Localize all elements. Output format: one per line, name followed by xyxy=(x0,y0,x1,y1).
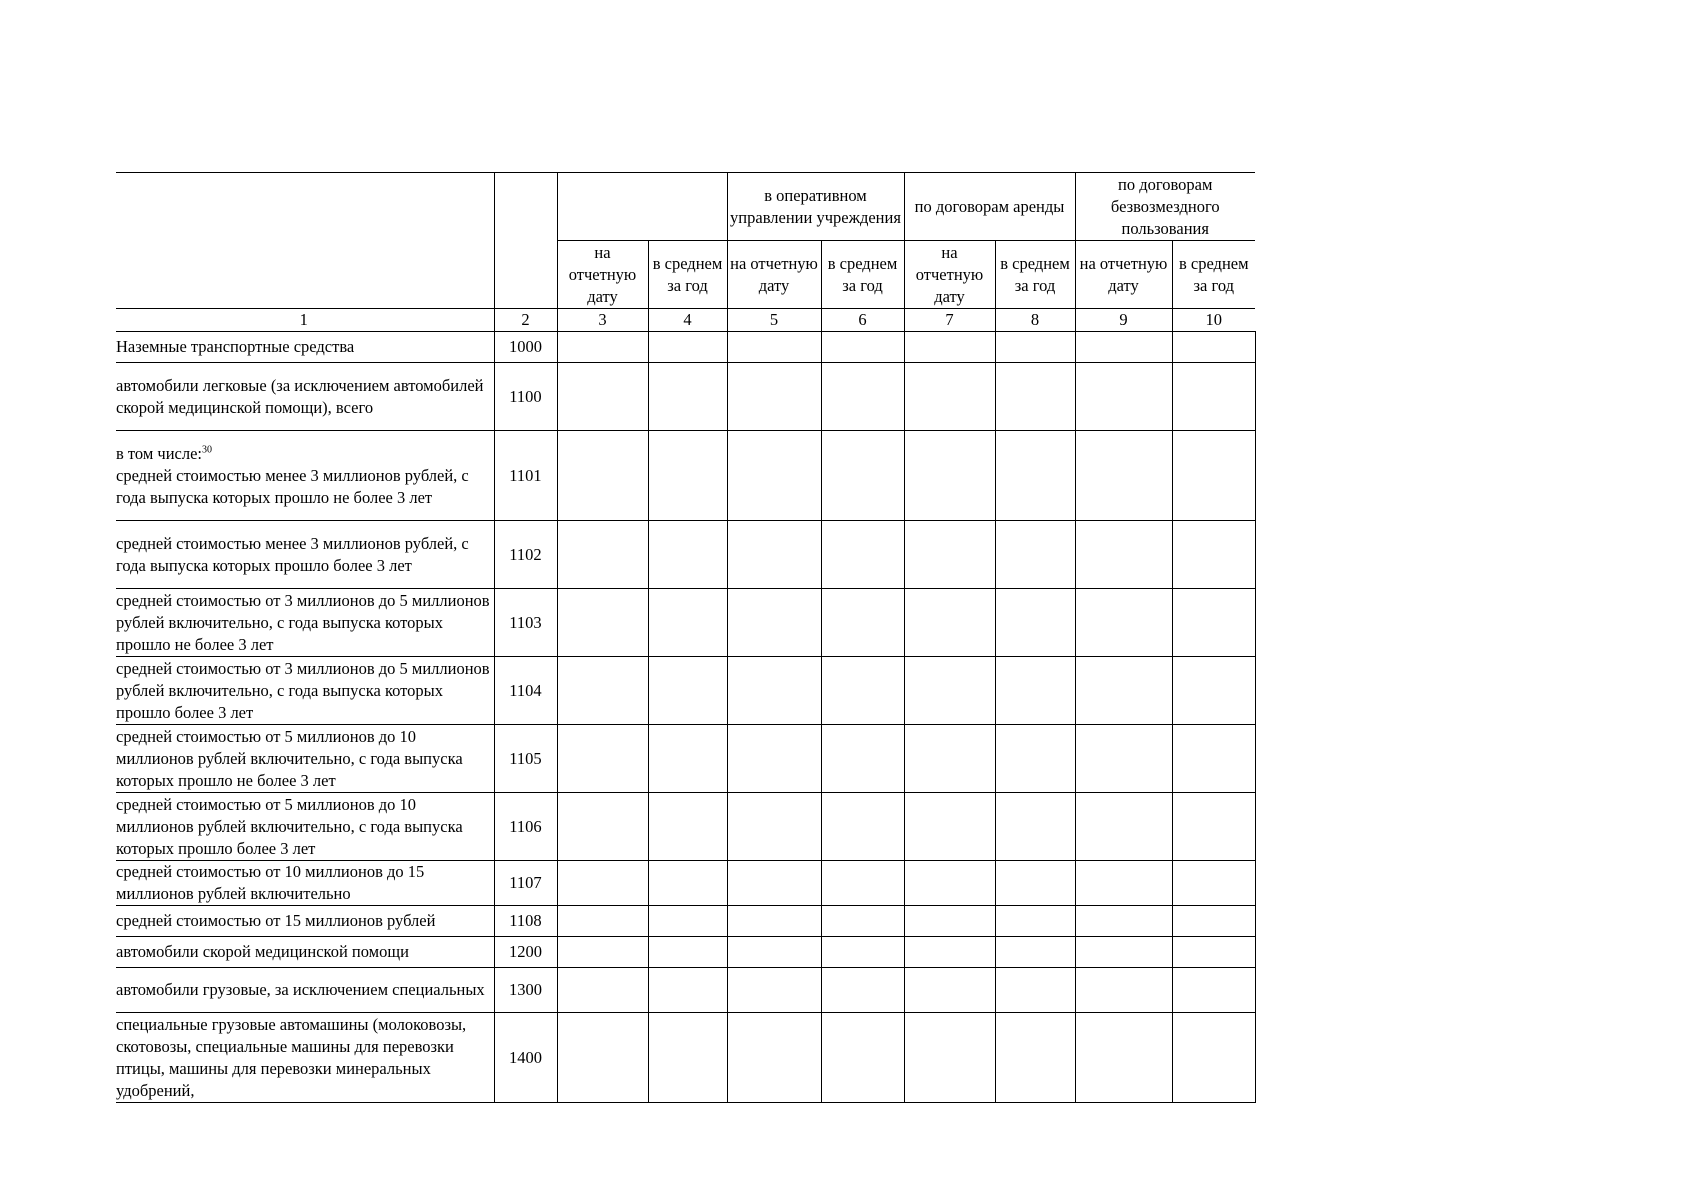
value-cell-col-10[interactable] xyxy=(1172,937,1255,968)
value-cell-col-9[interactable] xyxy=(1075,589,1172,657)
value-cell-col-6[interactable] xyxy=(821,431,904,521)
row-code-cell: 1300 xyxy=(494,968,557,1013)
row-name-text: средней стоимостью менее 3 миллионов рублей, с года выпуска которых прошло не более 3 лет xyxy=(116,465,469,507)
row-name-text: средней стоимостью менее 3 миллионов рублей, с года выпуска которых прошло более 3 лет xyxy=(116,533,469,575)
value-cell-col-6[interactable] xyxy=(821,968,904,1013)
value-cell-col-10[interactable] xyxy=(1172,968,1255,1013)
footnote-ref: 30 xyxy=(202,444,213,455)
row-code-cell: 1106 xyxy=(494,793,557,861)
value-cell-col-6[interactable] xyxy=(821,521,904,589)
value-cell-col-9[interactable] xyxy=(1075,906,1172,937)
value-cell-col-5[interactable] xyxy=(727,431,821,521)
subcol-4: в среднем за год xyxy=(648,241,727,309)
row-name-text: Наземные транспортные средства xyxy=(116,337,355,356)
row-code-cell: 1103 xyxy=(494,589,557,657)
value-cell-col-4[interactable] xyxy=(648,589,727,657)
table-row xyxy=(116,657,1255,725)
row-name-cell xyxy=(116,521,494,589)
value-cell-col-9[interactable] xyxy=(1075,861,1172,906)
row-prefix xyxy=(116,443,492,465)
row-name-cell xyxy=(116,793,494,861)
value-cell-col-10[interactable] xyxy=(1172,363,1255,431)
row-code-cell: 1108 xyxy=(494,906,557,937)
row-name-text: средней стоимостью от 5 миллионов до 10 миллионов рублей включительно, с года выпуска которых прошло не более 3 лет xyxy=(116,726,463,790)
value-cell-col-3[interactable] xyxy=(557,332,648,363)
row-name-text: средней стоимостью от 15 миллионов рублей xyxy=(116,911,436,930)
value-cell-col-7[interactable] xyxy=(904,657,995,725)
colnum-8: 8 xyxy=(995,309,1075,332)
subcol-7: на отчетную дату xyxy=(904,241,995,309)
colnum-1: 1 xyxy=(116,309,494,332)
value-cell-col-5[interactable] xyxy=(727,968,821,1013)
table-row xyxy=(116,937,1255,968)
row-name-cell xyxy=(116,861,494,906)
row-name-cell xyxy=(116,906,494,937)
value-cell-col-9[interactable] xyxy=(1075,332,1172,363)
row-code-cell: 1105 xyxy=(494,725,557,793)
value-cell-col-4[interactable] xyxy=(648,793,727,861)
value-cell-col-5[interactable] xyxy=(727,861,821,906)
value-cell-col-6[interactable] xyxy=(821,363,904,431)
subcol-9: на отчетную дату xyxy=(1075,241,1172,309)
row-code-cell: 1000 xyxy=(494,332,557,363)
value-cell-col-6[interactable] xyxy=(821,725,904,793)
value-cell-col-8[interactable] xyxy=(995,521,1075,589)
value-cell-col-5[interactable] xyxy=(727,906,821,937)
row-name-cell xyxy=(116,332,494,363)
value-cell-col-6[interactable] xyxy=(821,589,904,657)
table-body xyxy=(116,332,1255,1103)
value-cell-col-6[interactable] xyxy=(821,793,904,861)
value-cell-col-4[interactable] xyxy=(648,906,727,937)
table-row xyxy=(116,861,1255,906)
value-cell-col-8[interactable] xyxy=(995,725,1075,793)
header-group-free-use: по договорам безвозмездного пользования xyxy=(1075,173,1255,241)
row-name-cell xyxy=(116,657,494,725)
value-cell-col-5[interactable] xyxy=(727,589,821,657)
colnum-10: 10 xyxy=(1172,309,1255,332)
table-row xyxy=(116,363,1255,431)
value-cell-col-10[interactable] xyxy=(1172,793,1255,861)
row-name-text: средней стоимостью от 3 миллионов до 5 миллионов рублей включительно, с года выпуска которых прошло не более 3 лет xyxy=(116,590,490,654)
value-cell-col-8[interactable] xyxy=(995,657,1075,725)
value-cell-col-4[interactable] xyxy=(648,937,727,968)
value-cell-col-8[interactable] xyxy=(995,363,1075,431)
row-name-cell xyxy=(116,431,494,521)
value-cell-col-7[interactable] xyxy=(904,937,995,968)
value-cell-col-10[interactable] xyxy=(1172,431,1255,521)
header-row-groups xyxy=(116,173,1255,241)
value-cell-col-8[interactable] xyxy=(995,906,1075,937)
header-group-rent: по договорам аренды xyxy=(904,173,1075,241)
subcol-8: в среднем за год xyxy=(995,241,1075,309)
value-cell-col-7[interactable] xyxy=(904,906,995,937)
value-cell-col-9[interactable] xyxy=(1075,968,1172,1013)
value-cell-col-10[interactable] xyxy=(1172,332,1255,363)
row-code-cell: 1107 xyxy=(494,861,557,906)
row-code-cell: 1200 xyxy=(494,937,557,968)
transport-table xyxy=(116,172,1256,1103)
row-name-cell xyxy=(116,968,494,1013)
table-row xyxy=(116,725,1255,793)
colnum-3: 3 xyxy=(557,309,648,332)
value-cell-col-4[interactable] xyxy=(648,1013,727,1103)
row-code-cell: 1101 xyxy=(494,431,557,521)
value-cell-col-3[interactable] xyxy=(557,725,648,793)
value-cell-col-8[interactable] xyxy=(995,589,1075,657)
value-cell-col-4[interactable] xyxy=(648,968,727,1013)
value-cell-col-9[interactable] xyxy=(1075,725,1172,793)
header-group-blank xyxy=(557,173,727,241)
value-cell-col-8[interactable] xyxy=(995,332,1075,363)
value-cell-col-9[interactable] xyxy=(1075,431,1172,521)
row-name-text: средней стоимостью от 5 миллионов до 10 миллионов рублей включительно, с года выпуска которых прошло более 3 лет xyxy=(116,794,463,858)
value-cell-col-5[interactable] xyxy=(727,793,821,861)
value-cell-col-10[interactable] xyxy=(1172,589,1255,657)
row-name-text: специальные грузовые автомашины (молоковозы, скотовозы, специальные машины для перевозки птицы, машины для перевозки минеральных удобрений, xyxy=(116,1014,467,1100)
value-cell-col-7[interactable] xyxy=(904,1013,995,1103)
value-cell-col-10[interactable] xyxy=(1172,657,1255,725)
row-name-cell xyxy=(116,589,494,657)
table-row xyxy=(116,589,1255,657)
value-cell-col-6[interactable] xyxy=(821,906,904,937)
value-cell-col-6[interactable] xyxy=(821,1013,904,1103)
value-cell-col-10[interactable] xyxy=(1172,861,1255,906)
table-row xyxy=(116,1013,1255,1103)
colnum-5: 5 xyxy=(727,309,821,332)
value-cell-col-9[interactable] xyxy=(1075,793,1172,861)
value-cell-col-10[interactable] xyxy=(1172,725,1255,793)
row-code-cell: 1400 xyxy=(494,1013,557,1103)
value-cell-col-8[interactable] xyxy=(995,1013,1075,1103)
colnum-2: 2 xyxy=(494,309,557,332)
value-cell-col-8[interactable] xyxy=(995,968,1075,1013)
table-row xyxy=(116,793,1255,861)
value-cell-col-7[interactable] xyxy=(904,725,995,793)
header-code-cell xyxy=(494,173,557,309)
value-cell-col-5[interactable] xyxy=(727,937,821,968)
value-cell-col-10[interactable] xyxy=(1172,1013,1255,1103)
table-row xyxy=(116,332,1255,363)
table-row xyxy=(116,431,1255,521)
value-cell-col-3[interactable] xyxy=(557,431,648,521)
value-cell-col-7[interactable] xyxy=(904,431,995,521)
value-cell-col-5[interactable] xyxy=(727,521,821,589)
value-cell-col-3[interactable] xyxy=(557,968,648,1013)
header-group-operative: в оперативном управлении учреждения xyxy=(727,173,904,241)
value-cell-col-5[interactable] xyxy=(727,725,821,793)
value-cell-col-5[interactable] xyxy=(727,363,821,431)
row-code-cell: 1102 xyxy=(494,521,557,589)
value-cell-col-3[interactable] xyxy=(557,861,648,906)
value-cell-col-7[interactable] xyxy=(904,793,995,861)
row-prefix-text: в том числе: xyxy=(116,443,203,463)
value-cell-col-9[interactable] xyxy=(1075,1013,1172,1103)
subcol-10: в среднем за год xyxy=(1172,241,1255,309)
value-cell-col-8[interactable] xyxy=(995,431,1075,521)
value-cell-col-4[interactable] xyxy=(648,431,727,521)
value-cell-col-7[interactable] xyxy=(904,363,995,431)
row-code-cell: 1100 xyxy=(494,363,557,431)
row-name-text: средней стоимостью от 3 миллионов до 5 миллионов рублей включительно, с года выпуска которых прошло более 3 лет xyxy=(116,658,490,722)
row-name-text: автомобили скорой медицинской помощи xyxy=(116,942,409,961)
value-cell-col-7[interactable] xyxy=(904,589,995,657)
row-name-text: средней стоимостью от 10 миллионов до 15 миллионов рублей включительно xyxy=(116,862,425,903)
value-cell-col-9[interactable] xyxy=(1075,657,1172,725)
value-cell-col-7[interactable] xyxy=(904,968,995,1013)
value-cell-col-3[interactable] xyxy=(557,589,648,657)
value-cell-col-10[interactable] xyxy=(1172,906,1255,937)
row-name-cell xyxy=(116,937,494,968)
row-name-cell xyxy=(116,363,494,431)
value-cell-col-9[interactable] xyxy=(1075,363,1172,431)
value-cell-col-6[interactable] xyxy=(821,937,904,968)
value-cell-col-8[interactable] xyxy=(995,937,1075,968)
value-cell-col-7[interactable] xyxy=(904,332,995,363)
subcol-6: в среднем за год xyxy=(821,241,904,309)
header-row-numbers xyxy=(116,309,1255,332)
value-cell-col-4[interactable] xyxy=(648,725,727,793)
value-cell-col-3[interactable] xyxy=(557,906,648,937)
value-cell-col-4[interactable] xyxy=(648,332,727,363)
colnum-9: 9 xyxy=(1075,309,1172,332)
value-cell-col-7[interactable] xyxy=(904,521,995,589)
value-cell-col-3[interactable] xyxy=(557,521,648,589)
value-cell-col-3[interactable] xyxy=(557,363,648,431)
value-cell-col-3[interactable] xyxy=(557,657,648,725)
value-cell-col-6[interactable] xyxy=(821,861,904,906)
value-cell-col-6[interactable] xyxy=(821,332,904,363)
header-name-cell xyxy=(116,173,494,309)
table-row xyxy=(116,906,1255,937)
row-name-cell xyxy=(116,725,494,793)
value-cell-col-10[interactable] xyxy=(1172,521,1255,589)
subcol-5: на отчетную дату xyxy=(727,241,821,309)
row-name-cell xyxy=(116,1013,494,1103)
value-cell-col-8[interactable] xyxy=(995,861,1075,906)
value-cell-col-8[interactable] xyxy=(995,793,1075,861)
value-cell-col-5[interactable] xyxy=(727,332,821,363)
value-cell-col-3[interactable] xyxy=(557,1013,648,1103)
row-code-cell: 1104 xyxy=(494,657,557,725)
table-row xyxy=(116,521,1255,589)
value-cell-col-4[interactable] xyxy=(648,521,727,589)
subcol-3: на отчетную дату xyxy=(557,241,648,309)
colnum-7: 7 xyxy=(904,309,995,332)
value-cell-col-5[interactable] xyxy=(727,1013,821,1103)
value-cell-col-4[interactable] xyxy=(648,363,727,431)
row-name-text: автомобили грузовые, за исключением специальных xyxy=(116,980,485,999)
value-cell-col-4[interactable] xyxy=(648,657,727,725)
table-row xyxy=(116,968,1255,1013)
row-name-text: автомобили легковые (за исключением автомобилей скорой медицинской помощи), всего xyxy=(116,375,484,417)
value-cell-col-5[interactable] xyxy=(727,657,821,725)
value-cell-col-3[interactable] xyxy=(557,937,648,968)
value-cell-col-7[interactable] xyxy=(904,861,995,906)
colnum-4: 4 xyxy=(648,309,727,332)
colnum-6: 6 xyxy=(821,309,904,332)
value-cell-col-4[interactable] xyxy=(648,861,727,906)
value-cell-col-9[interactable] xyxy=(1075,937,1172,968)
value-cell-col-3[interactable] xyxy=(557,793,648,861)
value-cell-col-9[interactable] xyxy=(1075,521,1172,589)
value-cell-col-6[interactable] xyxy=(821,657,904,725)
